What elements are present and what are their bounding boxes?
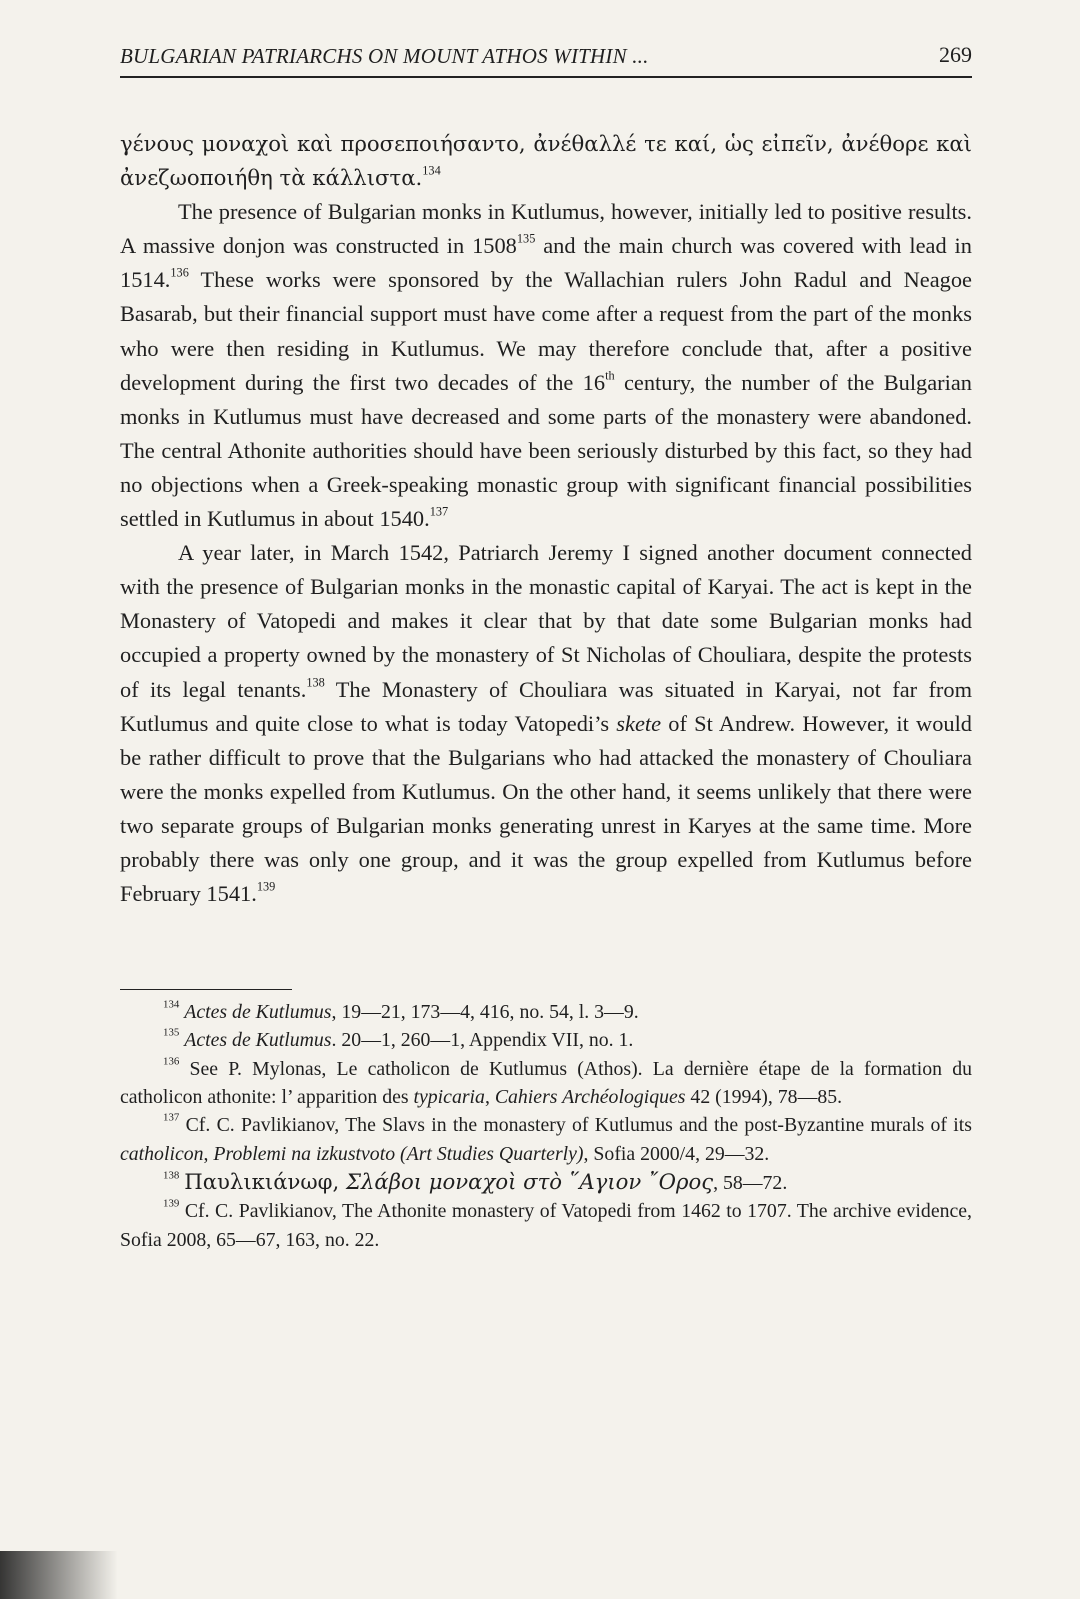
footnote-number: 138 (163, 1169, 180, 1182)
footnote-text: , 58—72. (713, 1171, 788, 1194)
page-number: 269 (939, 42, 972, 67)
running-header (120, 36, 972, 78)
footnote-139 (120, 1197, 972, 1254)
note-ref-134: 134 (422, 163, 441, 178)
note-ref-138: 138 (306, 675, 325, 690)
footnotes (120, 998, 972, 1254)
footnote-title: Σλάβοι μοναχοὶ στὸ ῞Αγιον ῎Ορος (346, 1168, 714, 1194)
running-title: BULGARIAN PATRIARCHS ON MOUNT ATHOS WITHIN ... (120, 44, 649, 68)
footnote-number: 139 (163, 1197, 180, 1210)
footnote-text: . 20—1, 260—1, Appendix VII, no. 1. (331, 1029, 634, 1052)
note-ref-136: 136 (170, 265, 189, 280)
book-page (120, 36, 972, 1576)
footnote-text: Cf. C. Pavlikianov, The Athonite monastery of Vatopedi from 1462 to 1707. The archive evidence, Sofia 2008, 65—67, 163, no. 22. (120, 1200, 972, 1251)
paragraph-text: of St Andrew. However, it would be rather difficult to prove that the Bulgarians who had attacked the monastery of Chouliara were the monks expelled from Kutlumus. On the other hand, it seems unlikely that there were two separate groups of Bulgarian monks generating unrest in Karyes at the same time. More probably there was only one group, and it was the group expelled from Kutlumus before February 1541. (120, 710, 972, 907)
footnote-text: 42 (1994), 78—85. (685, 1086, 843, 1109)
paragraph-kutlumus (120, 195, 972, 536)
footnote-number: 135 (163, 1027, 180, 1040)
footnote-number: 137 (163, 1112, 180, 1124)
footnote-title: catholicon (120, 1142, 204, 1165)
note-ref-137: 137 (429, 504, 449, 519)
footnote-text: , 19—21, 173—4, 416, no. 54, l. 3—9. (331, 1001, 639, 1024)
footnote-135 (120, 1026, 972, 1054)
footnote-138 (120, 1168, 972, 1197)
footnote-text: , Sofia 2000/4, 29—32. (583, 1142, 770, 1165)
footnote-134 (120, 998, 972, 1026)
ordinal-suffix: th (605, 368, 615, 383)
paragraph-text: A year later, in March 1542, Patriarch Jeremy I signed another document connected with the presence of Bulgarian monks in the monastic capital of Karyai. The act is kept in the Monastery of Vatopedi and makes it clear that by that date some Bulgarian monks had occupied a property owned by the monastery of St Nicholas of Chouliara, despite the protests of its legal tenants. (120, 540, 972, 702)
note-ref-139: 139 (256, 879, 276, 894)
footnote-title: Actes de Kutlumus (184, 1001, 332, 1024)
footnote-title: Actes de Kutlumus (184, 1029, 332, 1052)
main-text (120, 127, 972, 911)
footnote-text: See P. Mylonas, Le catholicon de Kutlumus (Athos). La dernière étape de la formation du catholicon athonite: l’ apparition des (120, 1057, 972, 1109)
note-ref-135: 135 (516, 231, 536, 246)
paragraph-text: The presence of Bulgarian monks in Kutlumus, however, initially led to positive results. A massive donjon was constructed in 1508 (120, 199, 972, 259)
footnote-137 (120, 1111, 972, 1168)
footnote-number: 134 (163, 998, 180, 1011)
greek-text: γένους μοναχοὶ καὶ προσεποιήσαντο, ἀνέθαλλέ τε καί, ὡς εἰπεῖν, ἀνέθορε καὶ ἀνεζωοποιήθη τὰ κάλλιστα. (120, 131, 972, 191)
footnote-text: Cf. C. Pavlikianov, The Slavs in the monastery of Kutlumus and the post-Byzantine murals of its (185, 1114, 972, 1137)
footnote-136 (120, 1055, 972, 1112)
italic-term: skete (616, 710, 662, 736)
footnote-number: 136 (163, 1055, 180, 1068)
greek-quotation (120, 127, 972, 195)
paragraph-karyai (120, 536, 972, 911)
footnote-text: , (484, 1086, 495, 1109)
paragraph-text: century, the number of the Bulgarian monks in Kutlumus must have decreased and some parts of the monastery were abandoned. The central Athonite authorities should have been seriously disturbed by this fact, so they had no objections when a Greek-speaking monastic group with significant financial possibilities settled in Kutlumus in about 1540. (120, 369, 972, 532)
paragraph-text: These works were sponsored by the Wallachian rulers John Radul and Neagoe Basarab, but their financial support must have come after a request from the part of the monks who were then residing in Kutlumus. We may therefore conclude that, after a positive development during the first two decades of the 16 (120, 267, 972, 395)
footnote-divider (120, 989, 292, 990)
footnote-title: Problemi na izkustvoto (Art Studies Quarterly) (213, 1142, 584, 1165)
footnote-text: , (203, 1142, 214, 1165)
footnote-text: Παυλικιάνωφ, (184, 1168, 346, 1194)
footnote-title: Cahiers Archéologiques (494, 1086, 686, 1109)
page-edge-shadow (0, 1551, 118, 1599)
footnote-title: typicaria (413, 1086, 485, 1109)
paragraph-text: The Monastery of Chouliara was situated in Karyai, not far from Kutlumus and quite close to what is today Vatopedi’s (120, 676, 972, 736)
paragraph-text: and the main church was covered with lead in 1514. (120, 233, 972, 293)
